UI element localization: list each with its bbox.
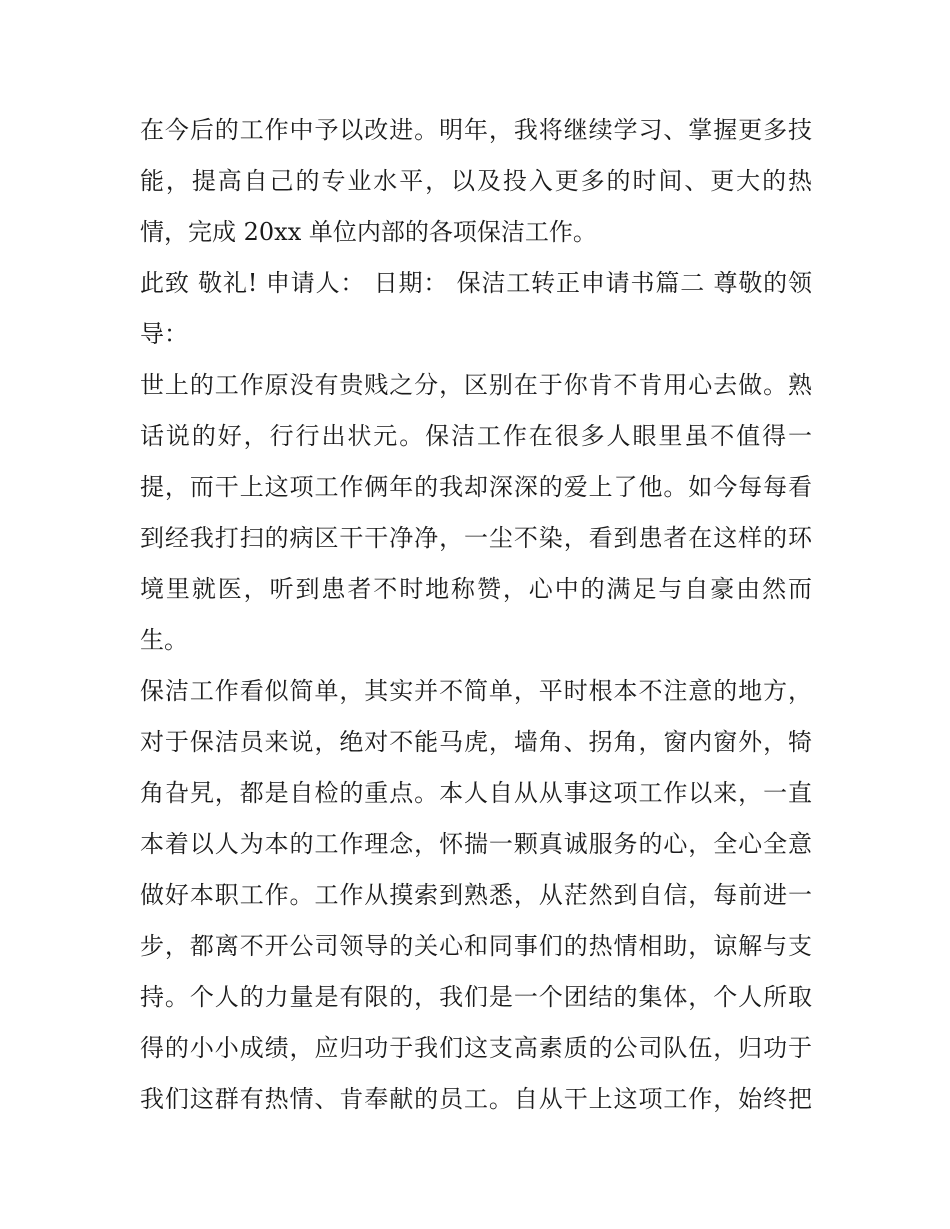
text-line: 境里就医，听到患者不时地称赞，心中的满足与自豪由然而 — [140, 575, 812, 603]
text-line: 世上的工作原没有贵贱之分，区别在于你肯不肯用心去做。熟 — [140, 371, 812, 399]
text-line: 角旮旯，都是自检的重点。本人自从从事这项工作以来，一直 — [140, 779, 812, 807]
text-line: 对于保洁员来说，绝对不能马虎，墙角、拐角，窗内窗外，犄 — [140, 728, 812, 756]
paragraph-work-attitude — [140, 360, 812, 666]
text-line: 到经我打扫的病区干干净净，一尘不染，看到患者在这样的环 — [140, 524, 812, 552]
text-line: 持。个人的力量是有限的，我们是一个团结的集体，个人所取 — [140, 983, 812, 1011]
text-line: 本着以人为本的工作理念，怀揣一颗真诚服务的心，全心全意 — [140, 830, 812, 858]
text-line: 此致 敬礼! 申请人： 日期： 保洁工转正申请书篇二 尊敬的领 — [140, 269, 812, 297]
text-line: 保洁工作看似简单，其实并不简单，平时根本不注意的地方， — [140, 677, 812, 705]
text-line: 在今后的工作中予以改进。明年，我将继续学习、掌握更多技 — [140, 116, 812, 144]
text-line: 导： — [140, 320, 188, 348]
paragraph-salutation — [140, 258, 812, 360]
text-line: 能，提高自己的专业水平，以及投入更多的时间、更大的热 — [140, 167, 812, 195]
document-page — [140, 105, 812, 1125]
text-line: 做好本职工作。工作从摸索到熟悉，从茫然到自信，每前进一 — [140, 881, 812, 909]
text-line: 话说的好，行行出状元。保洁工作在很多人眼里虽不值得一 — [140, 422, 812, 450]
text-line: 步，都离不开公司领导的关心和同事们的热情相助，谅解与支 — [140, 932, 812, 960]
text-line: 情，完成 20xx 单位内部的各项保洁工作。 — [140, 218, 597, 246]
text-line: 我们这群有热情、肯奉献的员工。自从干上这项工作，始终把 — [140, 1085, 812, 1113]
paragraph-closing-remarks — [140, 105, 812, 258]
paragraph-cleaning-work — [140, 666, 812, 1125]
text-line: 提，而干上这项工作俩年的我却深深的爱上了他。如今每每看 — [140, 473, 812, 501]
text-line: 生。 — [140, 626, 188, 654]
text-line: 得的小小成绩，应归功于我们这支高素质的公司队伍，归功于 — [140, 1034, 812, 1062]
